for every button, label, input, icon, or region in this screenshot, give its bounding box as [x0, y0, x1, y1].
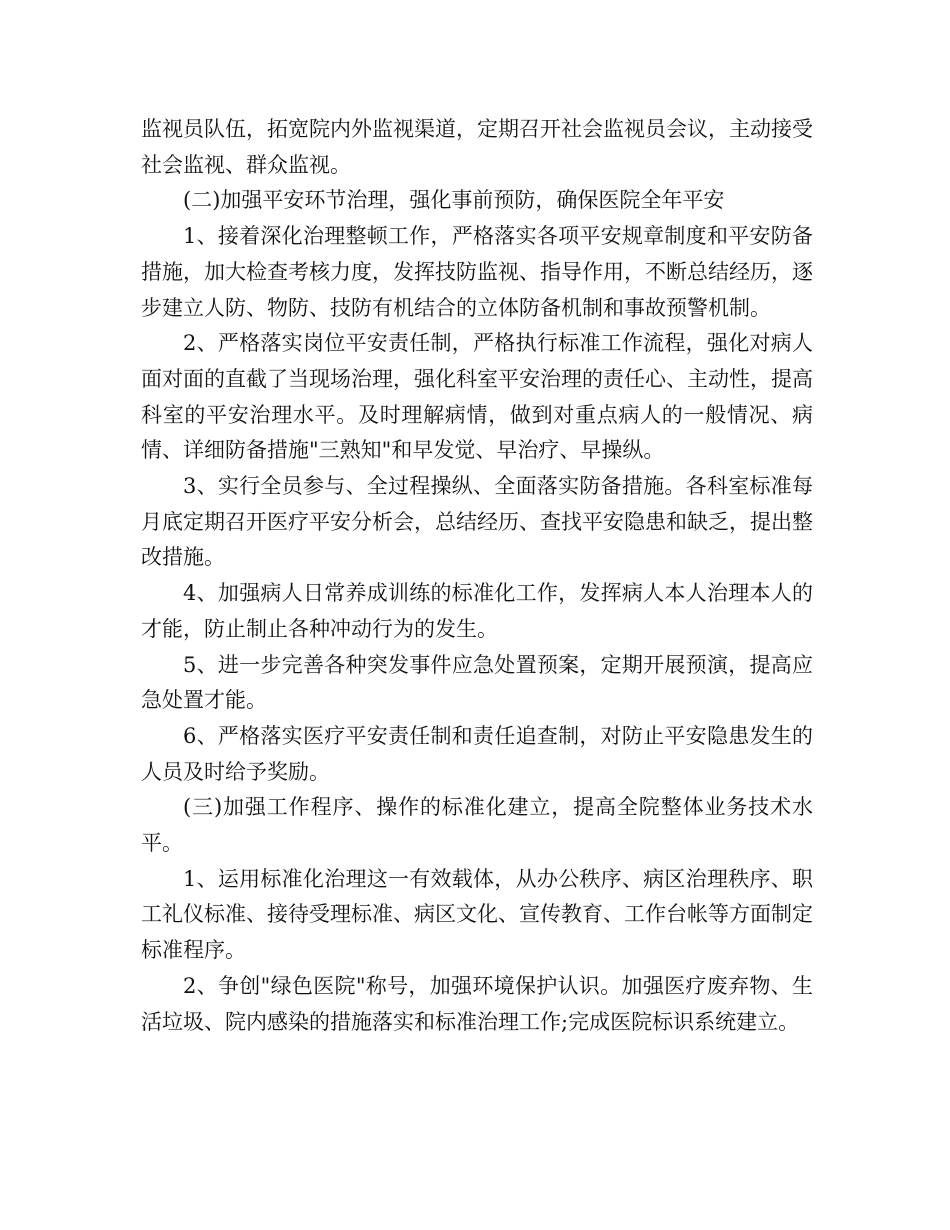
paragraph-item-3: 3、实行全员参与、全过程操纵、全面落实防备措施。各科室标准每月底定期召开医疗平安分析会，总结经历、查找平安隐患和缺乏，提出整改措施。	[141, 474, 813, 570]
paragraph-item-3-1: 1、运用标准化治理这一有效载体，从办公秩序、病区治理秩序、职工礼仪标准、接待受理标准、病区文化、宣传教育、工作台帐等方面制定标准程序。	[141, 866, 813, 963]
paragraph-item-4: 4、加强病人日常养成训练的标准化工作，发挥病人本人治理本人的才能，防止制止各种冲动行为的发生。	[141, 581, 813, 641]
paragraph-item-2: 2、严格落实岗位平安责任制，严格执行标准工作流程，强化对病人面对面的直截了当现场治理，强化科室平安治理的责任心、主动性，提高科室的平安治理水平。及时理解病情，做到对重点病人的一般情况、病情、详细防备措施"三熟知"和早发觉、早治疗、早操纵。	[141, 331, 813, 463]
section-heading-3: (三)加强工作程序、操作的标准化建立，提高全院整体业务技术水平。	[141, 795, 813, 856]
paragraph-item-6: 6、严格落实医疗平安责任制和责任追查制，对防止平安隐患发生的人员及时给予奖励。	[141, 723, 813, 784]
section-heading-2: (二)加强平安环节治理，强化事前预防，确保医院全年平安	[183, 188, 725, 213]
paragraph-item-5: 5、进一步完善各种突发事件应急处置预案，定期开展预演，提高应急处置才能。	[141, 652, 813, 713]
paragraph-item-1: 1、接着深化治理整顿工作，严格落实各项平安规章制度和平安防备措施，加大检查考核力度，发挥技防监视、指导作用，不断总结经历，逐步建立人防、物防、技防有机结合的立体防备机制和事故预警机制。	[141, 224, 813, 320]
paragraph-item-3-2: 2、争创"绿色医院"称号，加强环境保护认识。加强医疗废弃物、生活垃圾、院内感染的措施落实和标准治理工作;完成医院标识系统建立。	[141, 973, 813, 1034]
document-page	[141, 112, 813, 1040]
paragraph-1: 监视员队伍，拓宽院内外监视渠道，定期召开社会监视员会议，主动接受社会监视、群众监视。	[141, 117, 813, 177]
